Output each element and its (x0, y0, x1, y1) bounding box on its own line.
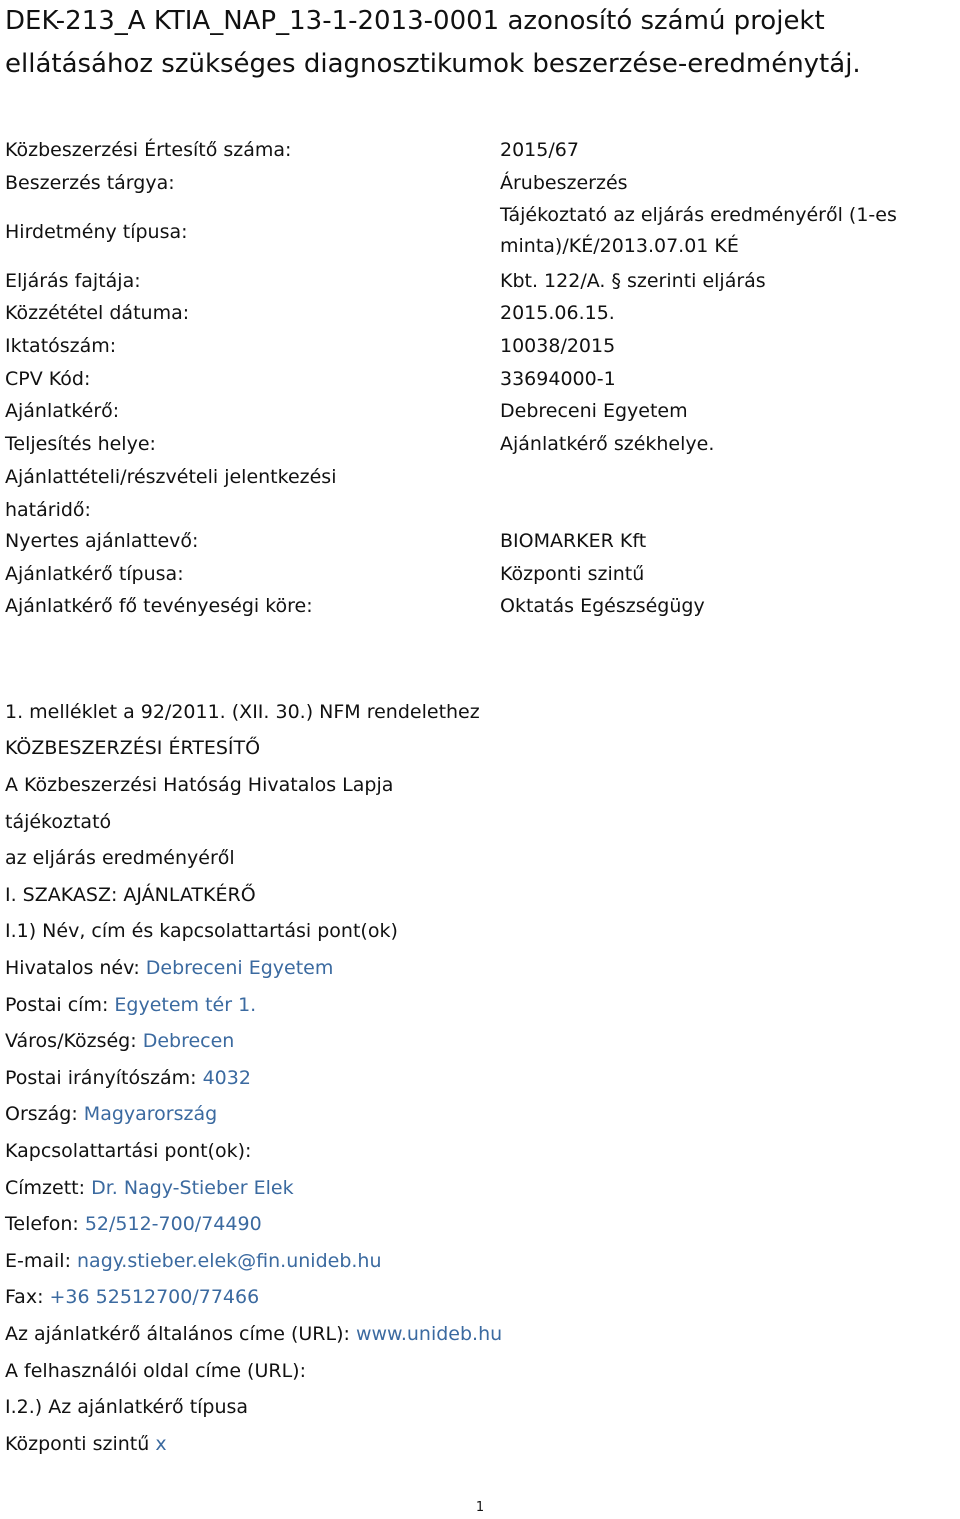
buyer-type-line: Központi szintű x (5, 1433, 167, 1455)
meta-value: Debreceni Egyetem (500, 400, 688, 422)
meta-label: Ajánlatkérő fő tevényeségi köre: (5, 595, 313, 617)
meta-row-hirdetmeny (5, 200, 955, 264)
meta-row-ertesito (5, 134, 955, 167)
meta-row-fajta (5, 265, 955, 298)
postal-code-line: Postai irányítószám: 4032 (5, 1067, 251, 1089)
meta-value: Ajánlatkérő székhelye. (500, 433, 715, 455)
meta-value: 33694000-1 (500, 368, 616, 390)
city-line: Város/Község: Debrecen (5, 1030, 235, 1052)
meta-label: Ajánlatkérő típusa: (5, 563, 184, 585)
meta-label: CPV Kód: (5, 368, 91, 390)
meta-value: 10038/2015 (500, 335, 616, 357)
url-line: Az ajánlatkérő általános címe (URL): www.unideb.hu (5, 1323, 503, 1345)
meta-value: Oktatás Egészségügy (500, 595, 705, 617)
document-title: DEK-213_A KTIA_NAP_13-1-2013-0001 azonosító számú projekt ellátásához szükséges diagnosztikumok beszerzése-eredménytáj. (5, 6, 861, 79)
meta-label: Teljesítés helye: (5, 433, 156, 455)
section-heading: I. SZAKASZ: AJÁNLATKÉRŐ (5, 884, 256, 906)
meta-row-nyertes (5, 525, 955, 558)
page-number: 1 (475, 1500, 485, 1515)
meta-label: Közzététel dátuma: (5, 302, 190, 324)
meta-value: Tájékoztató az eljárás eredményéről (1-es minta)/KÉ/2013.07.01 KÉ (500, 204, 897, 257)
meta-row-targy (5, 167, 955, 200)
meta-row-kozzetetel (5, 297, 955, 330)
meta-value: Központi szintű (500, 563, 645, 585)
buyer-type-heading: I.2.) Az ajánlatkérő típusa (5, 1396, 249, 1418)
meta-label: Beszerzés tárgya: (5, 172, 175, 194)
annex-line: 1. melléklet a 92/2011. (XII. 30.) NFM rendelethez (5, 701, 480, 723)
buyer-url-line: A felhasználói oldal címe (URL): (5, 1360, 306, 1382)
meta-value: Kbt. 122/A. § szerinti eljárás (500, 270, 766, 292)
notice-subject: az eljárás eredményéről (5, 847, 235, 869)
postal-address-line: Postai cím: Egyetem tér 1. (5, 994, 257, 1016)
meta-value: Árubeszerzés (500, 172, 628, 194)
meta-label: Nyertes ajánlattevő: (5, 530, 199, 552)
gazette-title: KÖZBESZERZÉSI ÉRTESÍTŐ (5, 737, 261, 759)
official-name-line: Hivatalos név: Debreceni Egyetem (5, 957, 334, 979)
contact-points-line: Kapcsolattartási pont(ok): (5, 1140, 252, 1162)
meta-row-tevekenyseg (5, 590, 955, 623)
phone-line: Telefon: 52/512-700/74490 (5, 1213, 262, 1235)
subsection-heading: I.1) Név, cím és kapcsolattartási pont(ok) (5, 920, 398, 942)
meta-row-iktatoszam (5, 330, 955, 363)
meta-value: 2015.06.15. (500, 302, 615, 324)
meta-label: Hirdetmény típusa: (5, 221, 188, 243)
meta-label: Ajánlattételi/részvételi jelentkezési határidő: (5, 466, 337, 521)
addressee-line: Címzett: Dr. Nagy-Stieber Elek (5, 1177, 294, 1199)
gazette-subtitle: A Közbeszerzési Hatóság Hivatalos Lapja (5, 774, 394, 796)
meta-value: BIOMARKER Kft (500, 530, 647, 552)
meta-value: 2015/67 (500, 139, 579, 161)
meta-row-cpv (5, 363, 955, 396)
country-line: Ország: Magyarország (5, 1103, 218, 1125)
meta-row-ajanlatkero (5, 395, 955, 428)
meta-label: Ajánlatkérő: (5, 400, 120, 422)
meta-label: Eljárás fajtája: (5, 270, 141, 292)
meta-row-tipus (5, 558, 955, 591)
meta-row-hatarido (5, 461, 955, 527)
meta-label: Közbeszerzési Értesítő száma: (5, 139, 292, 161)
email-line: E-mail: nagy.stieber.elek@fin.unideb.hu (5, 1250, 382, 1272)
fax-line: Fax: +36 52512700/77466 (5, 1286, 260, 1308)
meta-row-teljesites (5, 428, 955, 461)
notice-type: tájékoztató (5, 811, 112, 833)
meta-label: Iktatószám: (5, 335, 117, 357)
